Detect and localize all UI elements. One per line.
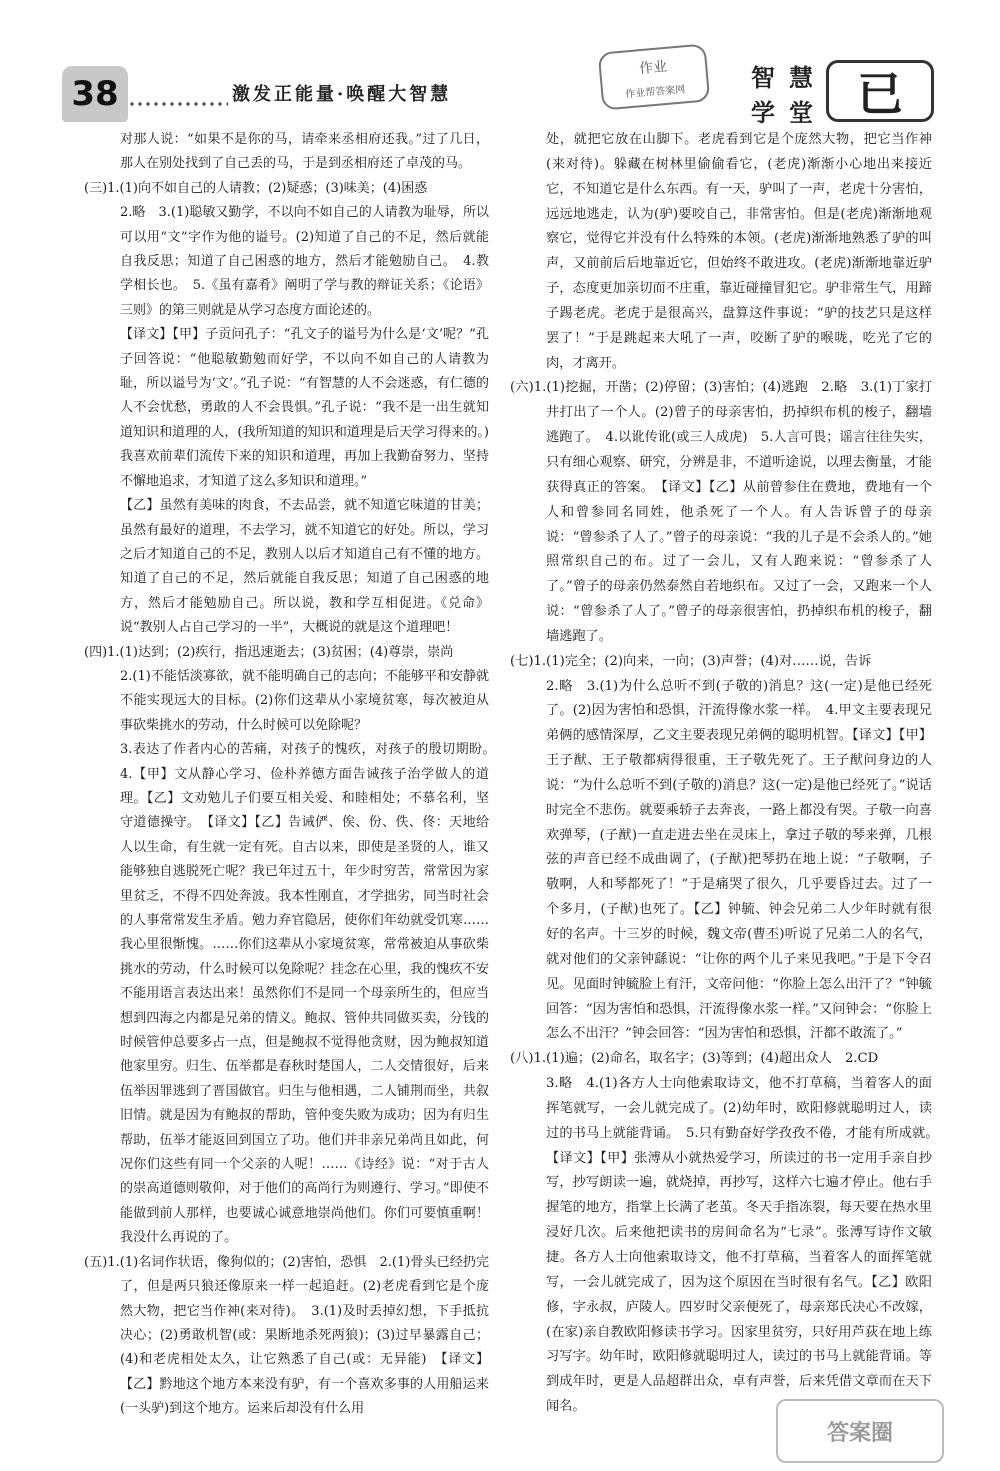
answer-paragraph: 2.略 3.(1)聪敏又勤学，不以向不如自己的人请教为耻辱，所以可以用“文”字作为他的谥号。(2)知道了自己的不足，然后就能自我反思；知道了自己困惑的地方，然后才能勉励自己。 4.教学相长也。 5.《虽有嘉肴》阐明了学与教的辩证关系；《论语》三则》的第三则就是从学习态度方面论述的。: [120, 205, 489, 318]
answer-section: (六)1.(1)挖掘，开凿；(2)停留；(3)害怕；(4)逃跑 2.略 3.(1)丁家打井打出了一个人。(2)曾子的母亲害怕，扔掉织布机的梭子，翻墙逃跑了。 4.以讹传讹(或三人成虎) 5.人言可畏；谣言往往失实，只有细心观察、研究，分辨是非，不道听途说，以理去衡量，才能获得真正的答案。 【译文】【乙】从前曾参住在费地，费地有一个人和曾参同名同姓，他杀死了一个人。有人告诉曾子的母亲说：“曾参杀了人了。”曾子的母亲说：“我的儿子是不会杀人的。”她照常织自己的布。过了一会儿，又有人跑来说：“曾参杀了人了。”曾子的母亲仍然泰然自若地织布。又过了一会，又跑来一个人说：“曾参杀了人了。”曾子的母亲很害怕，扔掉织布机的梭子，翻墙逃跑了。: [510, 380, 932, 644]
stamp-bottom-text: 作业帮答案网: [624, 83, 686, 101]
answer-section: (五)1.(1)名词作状语，像狗似的；(2)害怕，恐惧 2.(1)骨头已经扔完了，但是两只狼还像原来一样一起追赶。(2)老虎看到它是个庞然大物，把它当作神(来对待)。 3.(1)及时丢掉幻想，下手抵抗决心；(2)勇敢机智(或：果断地杀死两狼)；(3)过早暴露自己；(4)和老虎相处太久，让它熟悉了自己(或：无异能) 【译文】【乙】黔地这个地方本来没有驴，有一个喜欢多事的人用船运来(一头驴)到这个地方。运来后却没有什么用: [84, 1254, 489, 1417]
right-column: [510, 128, 946, 1420]
answer-paragraph: 3.略 4.(1)各方人士向他索取诗文，他不打草稿，当着客人的面挥笔就写，一会儿就完成了。(2)幼年时，欧阳修就聪明过人，读过的书马上就能背诵。 5.只有勤奋好学孜孜不倦，才能有所成就。 【译文】【甲】张溥从小就热爱学习，所读过的书一定用手亲自抄写，抄写朗读一遍，就烧掉，再抄写，这样六七遍才停止。他右手握笔的地方，指掌上长满了老茧。冬天手指冻裂，每天要在热水里浸好几次。后来他把读书的房间命名为“七录”。张溥写诗作文敏捷。各方人士向他索取诗文，他不打草稿，当着客人的面挥笔就写，一会儿就完成了，因为这个原因在当时很有名气。【乙】欧阳修，字永叔，庐陵人。四岁时父亲便死了，母亲郑氏决心不改嫁，(在家)亲自教欧阳修读书学习。因家里贫穷，只好用芦荻在地上练习写字。幼年时，欧阳修就聪明过人，读过的书马上就能背诵。等到成年时，更是人品超群出众，卓有声誉，后来凭借文章而在天下闻名。: [546, 1076, 946, 1415]
page-number: 38: [62, 66, 128, 122]
answer-paragraph: 对那人说：“如果不是你的马，请牵来丞相府还我。”过了几日，那人在别处找到了自己丢的马，于是到丞相府还了卓茂的马。: [120, 132, 489, 172]
homework-stamp: [598, 43, 711, 110]
answer-section: (四)1.(1)达到；(2)疾行，指迅速逝去；(3)贫困；(4)尊崇，崇尚: [84, 644, 454, 660]
translation-paragraph: 【乙】虽然有美味的肉食，不去品尝，就不知道它味道的甘美；虽然有最好的道理，不去学习，就不知道它的好处。所以，学习之后才知道自己的不足，教别人以后才知道自己有不懂的地方。知道了自己的不足，然后就能自我反思；知道了自己困惑的地方，然后才能勉励自己。所以说，教和学互相促进。《兑命》说“教别人占自己学习的一半”，大概说的就是这个道理吧！: [120, 498, 489, 636]
answer-paragraph: 2.(1)不能恬淡寡欲，就不能明确自己的志向；不能够平和安静就不能实现远大的目标。(2)你们这辈从小家境贫寒，每次被迫从事砍柴挑水的劳动，什么时候可以免除呢？: [120, 668, 489, 733]
answer-section: (三)1.(1)向不如自己的人请教；(2)疑惑；(3)味美；(4)困惑: [84, 180, 428, 196]
header-slogan: 激发正能量·唤醒大智慧: [232, 84, 452, 105]
stamp-top-text: 作业: [638, 58, 668, 77]
brand-logo-mark: 已: [826, 60, 934, 122]
answer-section: (八)1.(1)遍；(2)命名，取名字；(3)等到；(4)超出众人 2.CD: [510, 1051, 879, 1067]
translation-paragraph: 【译文】【甲】子贡问孔子：“孔文子的谥号为什么是‘文’呢？”孔子回答说：“他聪敏勤勉而好学，不以向不如自己的人请教为耻，所以谥号为‘文’。”孔子说：“有智慧的人不会迷惑，有仁德的人不会忧愁，勇敢的人不会畏惧。”孔子说：“我不是一出生就知道知识和道理的人，(我所知道的知识和道理是后天学习得来的。)我喜欢前辈们流传下来的知识和道理，再加上我勤奋努力、坚持不懈地追求，才知道了这么多知识和道理。”: [120, 327, 489, 489]
left-column: [84, 128, 503, 1422]
logo-char: 慧: [789, 64, 813, 92]
decorative-dots: [128, 100, 228, 108]
logo-char: 智: [751, 64, 775, 92]
answer-paragraph: 3.表达了作者内心的苦痛，对孩子的愧疚，对孩子的殷切期盼。 4.【甲】文从静心学习、俭朴养德方面告诫孩子治学做人的道理。【乙】文劝勉儿子们要互相关爱、和睦相处；不慕名利，坚守道德操守。 【译文】【乙】告诫俨、俟、份、佚、佟：天地给人以生命，有生就一定有死。自古以来，即使是圣贤的人，谁又能够独自逃脱死亡呢？我已年过五十，年少时穷苦，常常因为家里贫乏，不得不四处奔波。我本性刚直，才学拙劣，同当时社会的人事常常发生矛盾。勉力弃官隐居，使你们年幼就受饥寒……我心里很惭愧。……你们这辈从小家境贫寒，常常被迫从事砍柴挑水的劳动，什么时候可以免除呢？挂念在心里，我的愧疚不安不能用语言表达出来！虽然你们不是同一个母亲所生的，但应当想到四海之内都是兄弟的情义。鲍叔、管仲共同做买卖，分钱的时候管仲总要多占一点，但是鲍叔不觉得他贪财，因为鲍叔知道他家里穷。归生、伍举都是春秋时楚国人，二人交情很好，后来伍举因罪逃到了晋国做官。归生与他相遇，二人铺荆而坐，共叙旧情。就是因为有鲍叔的帮助，管仲变失败为成功；因为有归生帮助，伍举才能返回到国立了功。他们并非亲兄弟尚且如此，何况你们这些有同一个父亲的人呢！……《诗经》说：“对于古人的崇高道德则敬仰，对于他们的高尚行为则遵行、学习。”即使不能做到前人那样，也要诚心诚意地崇尚他们。你们可要慎重啊！我没什么再说的了。: [120, 742, 503, 1246]
answer-section: (七)1.(1)完全；(2)向来，一向；(3)声誉；(4)对……说，告诉: [510, 653, 872, 669]
brand-logo: [744, 58, 820, 127]
answer-paragraph: 2.略 3.(1)为什么总听不到(子敬的)消息？这(一定)是他已经死了。(2)因为害怕和恐惧，汗流得像水浆一样。 4.甲文主要表现兄弟俩的感情深厚，乙文主要表现兄弟俩的聪明机智。【译文】【甲】王子猷、王子敬都病得很重，王子敬先死了。王子猷问身边的人说：“为什么总听不到(子敬的)消息？这(一定)是他已经死了。”说话时完全不悲伤。就要乘轿子去奔丧，一路上都没有哭。子敬一向喜欢弹琴，(子猷)一直走进去坐在灵床上，拿过子敬的琴来弹，几根弦的声音已经不成曲调了，(子猷)把琴扔在地上说：“子敬啊，子敬啊，人和琴都死了！”于是痛哭了很久，几乎要昏过去。过了一个多月，(子猷)也死了。【乙】钟毓、钟会兄弟二人少年时就有很好的名声。十三岁的时候，魏文帝(曹丕)听说了兄弟二人的名气，就对他们的父亲钟繇说：“让你的两个儿子来见我吧。”于是下令召见。见面时钟毓脸上有汗，文帝问他：“你脸上怎么出汗了？”钟毓回答：“因为害怕和恐惧，汗流得像水浆一样。”又问钟会：“你脸上怎么不出汗？”钟会回答：“因为害怕和恐惧，汗都不敢流了。”: [546, 678, 932, 1042]
translation-paragraph: 处，就把它放在山脚下。老虎看到它是个庞然大物，把它当作神(来对待)。躲藏在树林里偷偷看它，(老虎)渐渐小心地出来接近它，不知道它是什么东西。有一天，驴叫了一声，老虎十分害怕，远远地逃走，认为(驴)要咬自己，非常害怕。但是(老虎)渐渐地观察它，觉得它并没有什么特殊的本领。(老虎)渐渐地熟悉了驴的叫声，又前前后后地靠近它，但始终不敢进攻。(老虎)渐渐地靠近驴子，态度更加亲切而不庄重，靠近碰撞冒犯它。驴非常生气，用蹄子踢老虎。老虎于是很高兴，盘算这件事说：“驴的技艺只是这样罢了！”于是跳起来大吼了一声，咬断了驴的喉咙，吃光了它的肉，才离开。: [546, 132, 932, 371]
page-header: [0, 0, 1000, 128]
watermark-logo: 答案圈: [776, 1399, 944, 1463]
logo-char: 堂: [789, 99, 813, 127]
logo-char: 学: [751, 99, 775, 127]
